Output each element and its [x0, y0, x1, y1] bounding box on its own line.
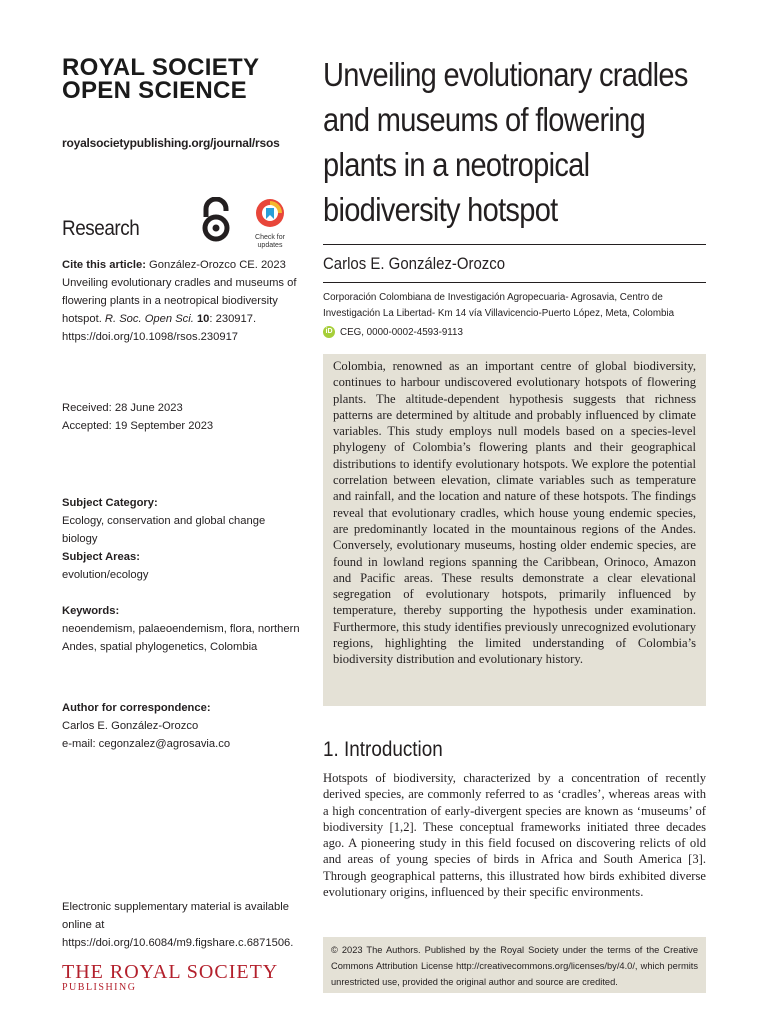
citation-article-no: : 230917. — [209, 313, 257, 325]
citation-label: Cite this article: — [62, 259, 146, 271]
author-name: Carlos E. González-Orozco — [323, 254, 506, 273]
subject-areas — [62, 548, 302, 584]
open-access-icon — [198, 197, 234, 243]
subject-category-value: Ecology, conservation and global change biology — [62, 515, 266, 545]
publisher-logo-line2: PUBLISHING — [62, 982, 137, 993]
title-line: and museums of flowering — [323, 101, 646, 138]
subject-areas-value: evolution/ecology — [62, 569, 149, 581]
title-line: biodiversity hotspot — [323, 191, 558, 228]
keywords — [62, 602, 302, 656]
journal-url-link[interactable]: royalsocietypublishing.org/journal/rsos — [62, 136, 280, 150]
orcid-row[interactable] — [323, 326, 463, 338]
abstract-box: Colombia, renowned as an important centre of global biodiversity, continues to harbour undiscovered evolutionary hotspots of flowering plants. The altitude-dependent hypothesis suggests that richness patterns are determined by altitude and probably influenced by climate variables. This study employs null models based on a species-level phylogeny of Colombia’s flowering plants and their geographical distributions to identify evolutionary hotspots. We explore the potential correlation between elevation, climate variables such as temperature and rainfall, and the location and nature of these hotspots. The findings reveal that evolutionary cradles, which house young endemic species, are predominantly located in the mountainous regions of the Andes. Conversely, evolutionary museums, hosting older endemic species, are found in lowland regions spanning the Caribbean, Orinoco, Amazon and Pacific areas. These results demonstrate a clear elevational segregation of evolutionary hotspots, primarily influenced by temperature, thereby supporting the hypothesis under examination. Furthermore, this study identifies previously unrecognized evolutionary regions, highlighting the limited understanding of Colombia’s biodiversity distribution and evolutionary history. — [323, 354, 706, 706]
subject-category — [62, 494, 302, 548]
dates-block — [62, 399, 302, 435]
check-for-updates-badge[interactable] — [248, 198, 292, 249]
received-date: Received: 28 June 2023 — [62, 402, 183, 414]
correspondence-label: Author for correspondence: — [62, 702, 211, 714]
supplementary-material-note[interactable]: Electronic supplementary material is available online at https://doi.org/10.6084/m9.figshare.c.6871506. — [62, 901, 294, 949]
correspondence-block — [62, 699, 302, 753]
check-updates-icon — [255, 198, 285, 228]
check-updates-label-1: Check for — [255, 234, 285, 241]
publisher-logo-line1: THE ROYAL SOCIETY — [62, 961, 279, 983]
keywords-label: Keywords: — [62, 605, 120, 617]
title-divider — [323, 244, 706, 245]
subject-areas-label: Subject Areas: — [62, 551, 140, 563]
correspondence-name: Carlos E. González-Orozco — [62, 720, 199, 732]
citation-text: González-Orozco CE. 2023 Unveiling evolutionary cradles and museums of flowering plants in a neotropical biodiversity hotspot. — [62, 259, 297, 325]
title-line: plants in a neotropical — [323, 146, 590, 183]
journal-name-line2: OPEN SCIENCE — [62, 77, 247, 104]
article-type: Research — [62, 217, 140, 240]
citation-journal: R. Soc. Open Sci. — [104, 313, 194, 325]
citation-doi-link[interactable]: https://doi.org/10.1098/rsos.230917 — [62, 331, 239, 343]
accepted-date: Accepted: 19 September 2023 — [62, 420, 214, 432]
publisher-logo — [62, 962, 278, 993]
introduction-body: Hotspots of biodiversity, characterized by a concentration of recently derived species, are commonly referred to as ‘cradles’, whereas areas with a high concentration of early-divergent species are known as ‘museums’ of biodiversity [1,2]. These conceptual frameworks initiated three decades ago. A pioneering study in this field focused on discovering relicts of old and areas of young species of birds in Africa and South America [3]. Through geographical patterns, this illustrated how birds exhibited diverse evolutionary origins, influenced by their specific environments. — [323, 771, 706, 900]
orcid-text: CEG, 0000-0002-4593-9113 — [340, 326, 463, 338]
article-title — [323, 52, 688, 232]
journal-name-line1: ROYAL SOCIETY — [62, 54, 260, 81]
orcid-icon: iD — [323, 326, 335, 338]
license-box: © 2023 The Authors. Published by the Royal Society under the terms of the Creative Commons Attribution License http://creativecommons.org/licenses/by/4.0/, which permits unrestricted use, provided the original author and source are credited. — [323, 937, 706, 993]
title-line: Unveiling evolutionary cradles — [323, 56, 688, 93]
affiliation: Corporación Colombiana de Investigación Agropecuaria- Agrosavia, Centro de Investigación La Libertad- Km 14 vía Villavicencio-Puerto López, Meta, Colombia — [323, 292, 675, 319]
author-divider — [323, 282, 706, 283]
keywords-value: neoendemism, palaeoendemism, flora, northern Andes, spatial phylogenetics, Colombia — [62, 623, 300, 653]
correspondence-email[interactable]: e-mail: cegonzalez@agrosavia.co — [62, 738, 231, 750]
journal-name — [62, 56, 292, 102]
citation-volume: 10 — [196, 313, 210, 325]
subject-category-label: Subject Category: — [62, 497, 158, 509]
citation-block — [62, 256, 302, 346]
introduction-heading: 1. Introduction — [323, 738, 443, 761]
check-updates-label-2: updates — [257, 242, 283, 249]
